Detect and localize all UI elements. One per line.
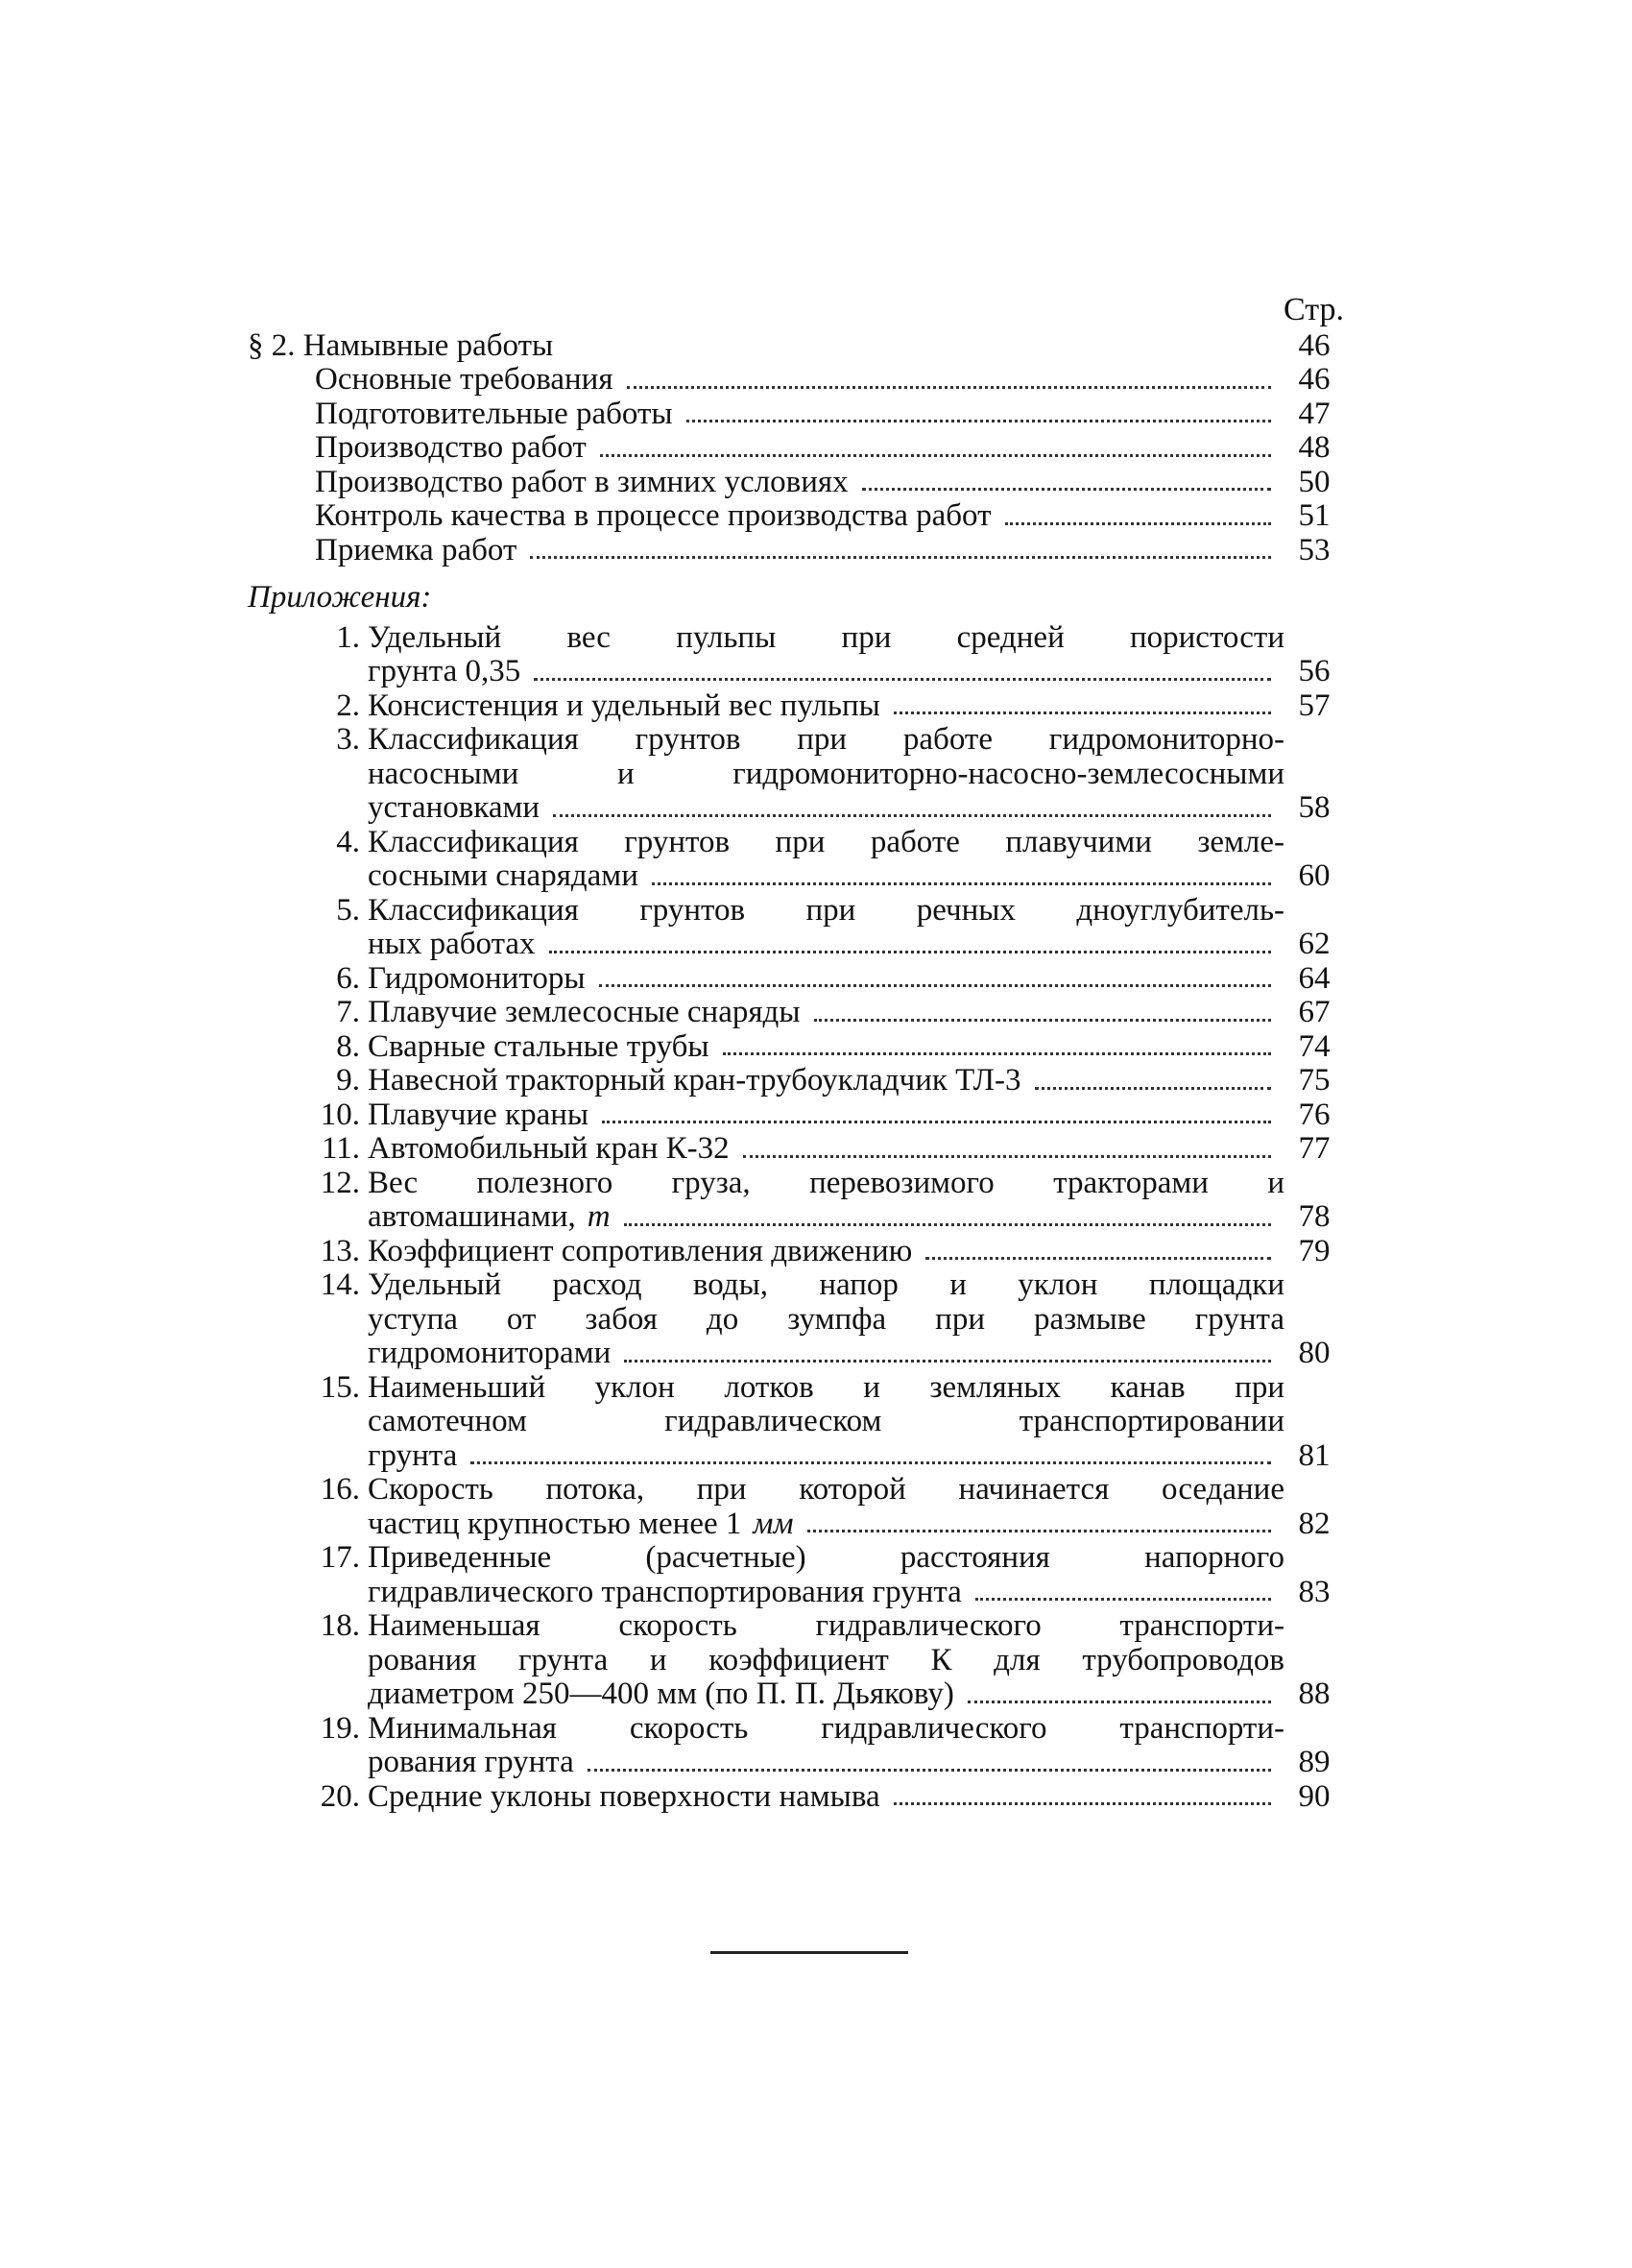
appendix-line: уступа от забоя до зумпфа при размыве грунта — [368, 1301, 1284, 1337]
appendix-last-text: Автомобильный кран К-32 — [368, 1131, 730, 1166]
dot-leader — [686, 420, 1271, 422]
appendix-line: самотечном гидравлическом транспортировании — [368, 1404, 1284, 1438]
appendix-entry — [248, 1473, 1344, 1541]
appendix-number-cell — [248, 1780, 368, 1815]
appendix-last-text: ных работах — [368, 927, 536, 961]
appendix-lines — [368, 826, 1344, 860]
appendix-list — [248, 621, 1344, 1815]
dot-leader — [624, 1360, 1271, 1363]
appendix-number-cell — [248, 723, 368, 758]
appendix-line: Минимальная скорость гидравлического транспорти- — [368, 1710, 1284, 1746]
appendix-body — [368, 1064, 1344, 1098]
end-rule — [710, 1951, 908, 1954]
appendix-number-cell — [248, 1064, 368, 1098]
page-number: 57 — [1298, 688, 1331, 723]
appendix-last-text: Сварные стальные трубы — [368, 1028, 709, 1064]
dot-leader — [624, 1223, 1271, 1226]
section-items-list — [248, 363, 1344, 567]
unit-label: мм — [753, 1506, 794, 1541]
appendix-last-line — [368, 996, 1344, 1030]
toc-item — [248, 431, 1344, 466]
appendix-number-cell — [248, 1167, 368, 1201]
appendix-last-text: гидравлического транспортирования грунта — [368, 1574, 962, 1609]
dot-leader — [975, 1598, 1271, 1601]
table-of-contents — [248, 293, 1344, 1814]
appendix-number-cell — [248, 689, 368, 724]
appendix-number: 8. — [336, 1028, 360, 1064]
appendix-last-line — [368, 1746, 1344, 1780]
appendix-number-cell — [248, 1235, 368, 1269]
page-column-heading: Стр. — [1283, 292, 1344, 327]
appendix-entry — [248, 1132, 1344, 1167]
appendix-lines — [368, 1541, 1344, 1576]
unit-label: т — [587, 1199, 611, 1234]
dot-leader — [549, 951, 1271, 953]
appendix-number-cell — [248, 1609, 368, 1644]
appendix-last-line — [368, 1780, 1344, 1815]
appendix-number-cell — [248, 894, 368, 929]
appendix-number: 15. — [320, 1369, 360, 1405]
appendix-entry — [248, 621, 1344, 689]
page-number: 47 — [1298, 396, 1331, 431]
appendix-lines — [368, 1371, 1344, 1439]
appendix-number: 11. — [321, 1131, 360, 1166]
appendix-number: 6. — [336, 960, 360, 996]
appendix-number-cell — [248, 1473, 368, 1508]
toc-item — [248, 534, 1344, 568]
appendix-last-text: Навесной тракторный кран-трубоукладчик ТЛ-3 — [368, 1063, 1021, 1098]
appendix-entry — [248, 1030, 1344, 1065]
appendix-heading: Приложения: — [248, 580, 432, 615]
appendix-body — [368, 1780, 1344, 1815]
dot-leader — [599, 984, 1271, 987]
appendix-last-line — [368, 689, 1344, 724]
page-number: 79 — [1298, 1233, 1331, 1268]
appendix-body — [368, 894, 1344, 962]
section-title: § 2. Намывные работы — [248, 327, 554, 363]
appendix-last-line — [368, 1508, 1344, 1542]
dot-leader — [925, 1257, 1271, 1260]
page-number: 78 — [1298, 1199, 1331, 1234]
dot-leader — [534, 678, 1271, 681]
appendix-lines — [368, 621, 1344, 656]
toc-item — [248, 398, 1344, 432]
appendix-entry — [248, 1371, 1344, 1474]
appendix-body — [368, 996, 1344, 1030]
appendix-body — [368, 1132, 1344, 1167]
dot-leader — [1005, 522, 1271, 525]
appendix-last-line — [368, 1098, 1344, 1133]
appendix-entry — [248, 1268, 1344, 1371]
dot-leader — [814, 1019, 1272, 1022]
page-number: 80 — [1298, 1336, 1331, 1370]
appendix-number-cell — [248, 1268, 368, 1303]
appendix-number-cell — [248, 621, 368, 656]
appendix-last-text: Гидромониторы — [368, 960, 586, 996]
appendix-last-text: Плавучие землесосные снаряды — [368, 995, 801, 1029]
page-number: 75 — [1298, 1063, 1331, 1098]
appendix-lines — [368, 1268, 1344, 1337]
appendix-entry — [248, 826, 1344, 894]
appendix-line: Удельный вес пульпы при средней пористости — [368, 619, 1284, 655]
toc-item-label: Производство работ — [315, 430, 587, 465]
appendix-body — [368, 1235, 1344, 1269]
page-number: 77 — [1298, 1131, 1331, 1166]
appendix-entry — [248, 1235, 1344, 1269]
appendix-number: 14. — [320, 1267, 360, 1302]
appendix-number-cell — [248, 1030, 368, 1065]
appendix-number-cell — [248, 1712, 368, 1747]
page-number: 50 — [1298, 464, 1331, 499]
appendix-entry — [248, 1712, 1344, 1780]
appendix-number-cell — [248, 996, 368, 1030]
appendix-number-cell — [248, 962, 368, 997]
appendix-line: Удельный расход воды, напор и уклон площадки — [368, 1267, 1284, 1302]
page-number: 53 — [1298, 532, 1331, 567]
appendix-body — [368, 689, 1344, 724]
appendix-last-line — [368, 1677, 1344, 1712]
appendix-last-text: Средние уклоны поверхности намыва — [368, 1778, 880, 1814]
appendix-lines — [368, 1609, 1344, 1677]
page-number: 82 — [1298, 1506, 1331, 1541]
appendix-body — [368, 1609, 1344, 1712]
appendix-body — [368, 826, 1344, 894]
appendix-number: 10. — [320, 1097, 360, 1132]
appendix-lines — [368, 723, 1344, 791]
appendix-number: 20. — [320, 1778, 360, 1814]
appendix-last-line — [368, 791, 1344, 826]
appendix-line: насосными и гидромониторно-насосно-землесосными — [368, 756, 1284, 791]
dot-leader — [807, 1530, 1271, 1532]
appendix-body — [368, 1098, 1344, 1133]
page-number: 74 — [1298, 1028, 1331, 1064]
dot-leader — [723, 1052, 1271, 1055]
appendix-last-line — [368, 859, 1344, 894]
dot-leader — [652, 882, 1271, 885]
appendix-last-text: рования грунта — [368, 1745, 574, 1779]
appendix-number-cell — [248, 1098, 368, 1133]
toc-section-entry — [248, 329, 1344, 364]
page-number: 56 — [1298, 654, 1331, 688]
appendix-last-line — [368, 1030, 1344, 1065]
page-number: 51 — [1298, 498, 1331, 533]
page-number: 89 — [1298, 1745, 1331, 1779]
appendix-last-line — [368, 1132, 1344, 1167]
dot-leader — [1035, 1087, 1271, 1090]
appendix-entry — [248, 1167, 1344, 1235]
appendix-body — [368, 1473, 1344, 1541]
appendix-last-line — [368, 928, 1344, 962]
appendix-entry — [248, 1098, 1344, 1133]
appendix-lines — [368, 1712, 1344, 1747]
appendix-line: Наименьший уклон лотков и земляных канав при — [368, 1369, 1284, 1405]
appendix-entry — [248, 1541, 1344, 1609]
appendix-entry — [248, 1609, 1344, 1712]
toc-item-label: Производство работ в зимних условиях — [315, 464, 849, 499]
appendix-last-line — [368, 655, 1344, 689]
appendix-entry — [248, 723, 1344, 826]
appendix-line: Наименьшая скорость гидравлического транспорти- — [368, 1608, 1284, 1643]
page-number: 46 — [1298, 327, 1331, 363]
toc-item — [248, 466, 1344, 500]
page-number: 64 — [1298, 960, 1331, 996]
appendix-entry — [248, 894, 1344, 962]
appendix-last-line — [368, 1235, 1344, 1269]
appendix-last-line — [368, 1337, 1344, 1371]
appendix-last-text: сосными снарядами — [368, 858, 638, 893]
appendix-line: Классификация грунтов при речных дноуглубитель- — [368, 892, 1284, 928]
appendix-line: Приведенные (расчетные) расстояния напорного — [368, 1540, 1284, 1575]
appendix-number-cell — [248, 826, 368, 860]
appendix-line: Классификация грунтов при работе плавучими земле- — [368, 824, 1284, 859]
dot-leader — [894, 1802, 1271, 1805]
dot-leader — [894, 712, 1271, 714]
appendix-number-cell — [248, 1541, 368, 1576]
appendix-body — [368, 1167, 1344, 1235]
appendix-body — [368, 1712, 1344, 1780]
page-number: 83 — [1298, 1574, 1331, 1609]
appendix-lines — [368, 1167, 1344, 1201]
appendix-entry — [248, 996, 1344, 1030]
appendix-last-text: Коэффициент сопротивления движению — [368, 1233, 913, 1268]
dot-leader — [588, 1769, 1271, 1772]
appendix-last-text: грунта 0,35 — [368, 654, 521, 688]
toc-item — [248, 499, 1344, 534]
toc-item-label: Контроль качества в процессе производства работ — [315, 498, 992, 533]
appendix-number: 13. — [320, 1233, 360, 1268]
appendix-number: 5. — [336, 892, 360, 928]
appendix-entry — [248, 962, 1344, 997]
appendix-lines — [368, 1473, 1344, 1508]
appendix-last-text: Плавучие краны — [368, 1097, 589, 1132]
page-number: 58 — [1298, 790, 1331, 825]
appendix-last-line — [368, 1064, 1344, 1098]
appendix-body — [368, 723, 1344, 826]
appendix-body — [368, 1541, 1344, 1609]
dot-leader — [968, 1701, 1271, 1703]
appendix-number: 7. — [336, 995, 360, 1029]
appendix-number: 1. — [336, 619, 360, 655]
appendix-line: Вес полезного груза, перевозимого тракторами и — [368, 1165, 1284, 1200]
appendix-last-text: установками — [368, 790, 540, 825]
appendix-number: 18. — [320, 1608, 360, 1643]
toc-item-label: Приемка работ — [315, 532, 517, 567]
page-number: 81 — [1298, 1437, 1331, 1473]
appendix-lines — [368, 894, 1344, 929]
appendix-last-line — [368, 1576, 1344, 1610]
appendix-body — [368, 1030, 1344, 1065]
page-number: 67 — [1298, 995, 1331, 1029]
appendix-number: 3. — [336, 722, 360, 757]
appendix-last-text: диаметром 250—400 мм (по П. П. Дьякову) — [368, 1677, 954, 1711]
appendix-number: 12. — [320, 1165, 360, 1200]
appendix-number: 17. — [320, 1540, 360, 1575]
appendix-entry — [248, 1780, 1344, 1815]
appendix-last-text: Консистенция и удельный вес пульпы — [368, 688, 880, 723]
appendix-number: 19. — [320, 1710, 360, 1746]
dot-leader — [602, 1121, 1271, 1123]
dot-leader — [862, 488, 1271, 491]
page-number: 76 — [1298, 1097, 1331, 1132]
dot-leader — [743, 1155, 1271, 1158]
appendix-last-text: частиц крупностью менее 1 — [368, 1506, 742, 1541]
dot-leader — [600, 454, 1271, 457]
page-number: 48 — [1298, 430, 1331, 465]
appendix-number: 4. — [336, 824, 360, 859]
appendix-line: рования грунта и коэффициент К для трубопроводов — [368, 1642, 1284, 1677]
appendix-line: Скорость потока, при которой начинается оседание — [368, 1472, 1284, 1507]
toc-item — [248, 363, 1344, 398]
appendix-last-line — [368, 1200, 1344, 1235]
toc-item-label: Основные требования — [315, 362, 613, 397]
page-number: 90 — [1298, 1778, 1331, 1814]
page-number: 46 — [1298, 362, 1331, 397]
appendix-last-line — [368, 962, 1344, 997]
dot-leader — [470, 1461, 1271, 1464]
appendix-body — [368, 1371, 1344, 1474]
appendix-last-text: гидромониторами — [368, 1336, 612, 1370]
appendix-number-cell — [248, 1132, 368, 1167]
appendix-last-text: автомашинами, — [368, 1199, 576, 1234]
appendix-body — [368, 621, 1344, 689]
appendix-line: Классификация грунтов при работе гидромониторно- — [368, 722, 1284, 757]
dot-leader — [566, 351, 1271, 354]
appendix-entry — [248, 689, 1344, 724]
appendix-number: 2. — [336, 688, 360, 723]
dot-leader — [530, 556, 1271, 559]
appendix-number: 16. — [320, 1472, 360, 1507]
page-number: 62 — [1298, 927, 1331, 961]
toc-item-label: Подготовительные работы — [315, 396, 673, 431]
dot-leader — [627, 386, 1271, 389]
page-number: 88 — [1298, 1677, 1331, 1711]
appendix-number: 9. — [336, 1063, 360, 1098]
appendix-body — [368, 1268, 1344, 1371]
appendix-body — [368, 962, 1344, 997]
appendix-entry — [248, 1064, 1344, 1098]
appendix-last-line — [368, 1439, 1344, 1474]
appendix-last-text: грунта — [368, 1437, 458, 1473]
page-number: 60 — [1298, 858, 1331, 893]
dot-leader — [553, 814, 1271, 817]
appendix-number-cell — [248, 1371, 368, 1406]
